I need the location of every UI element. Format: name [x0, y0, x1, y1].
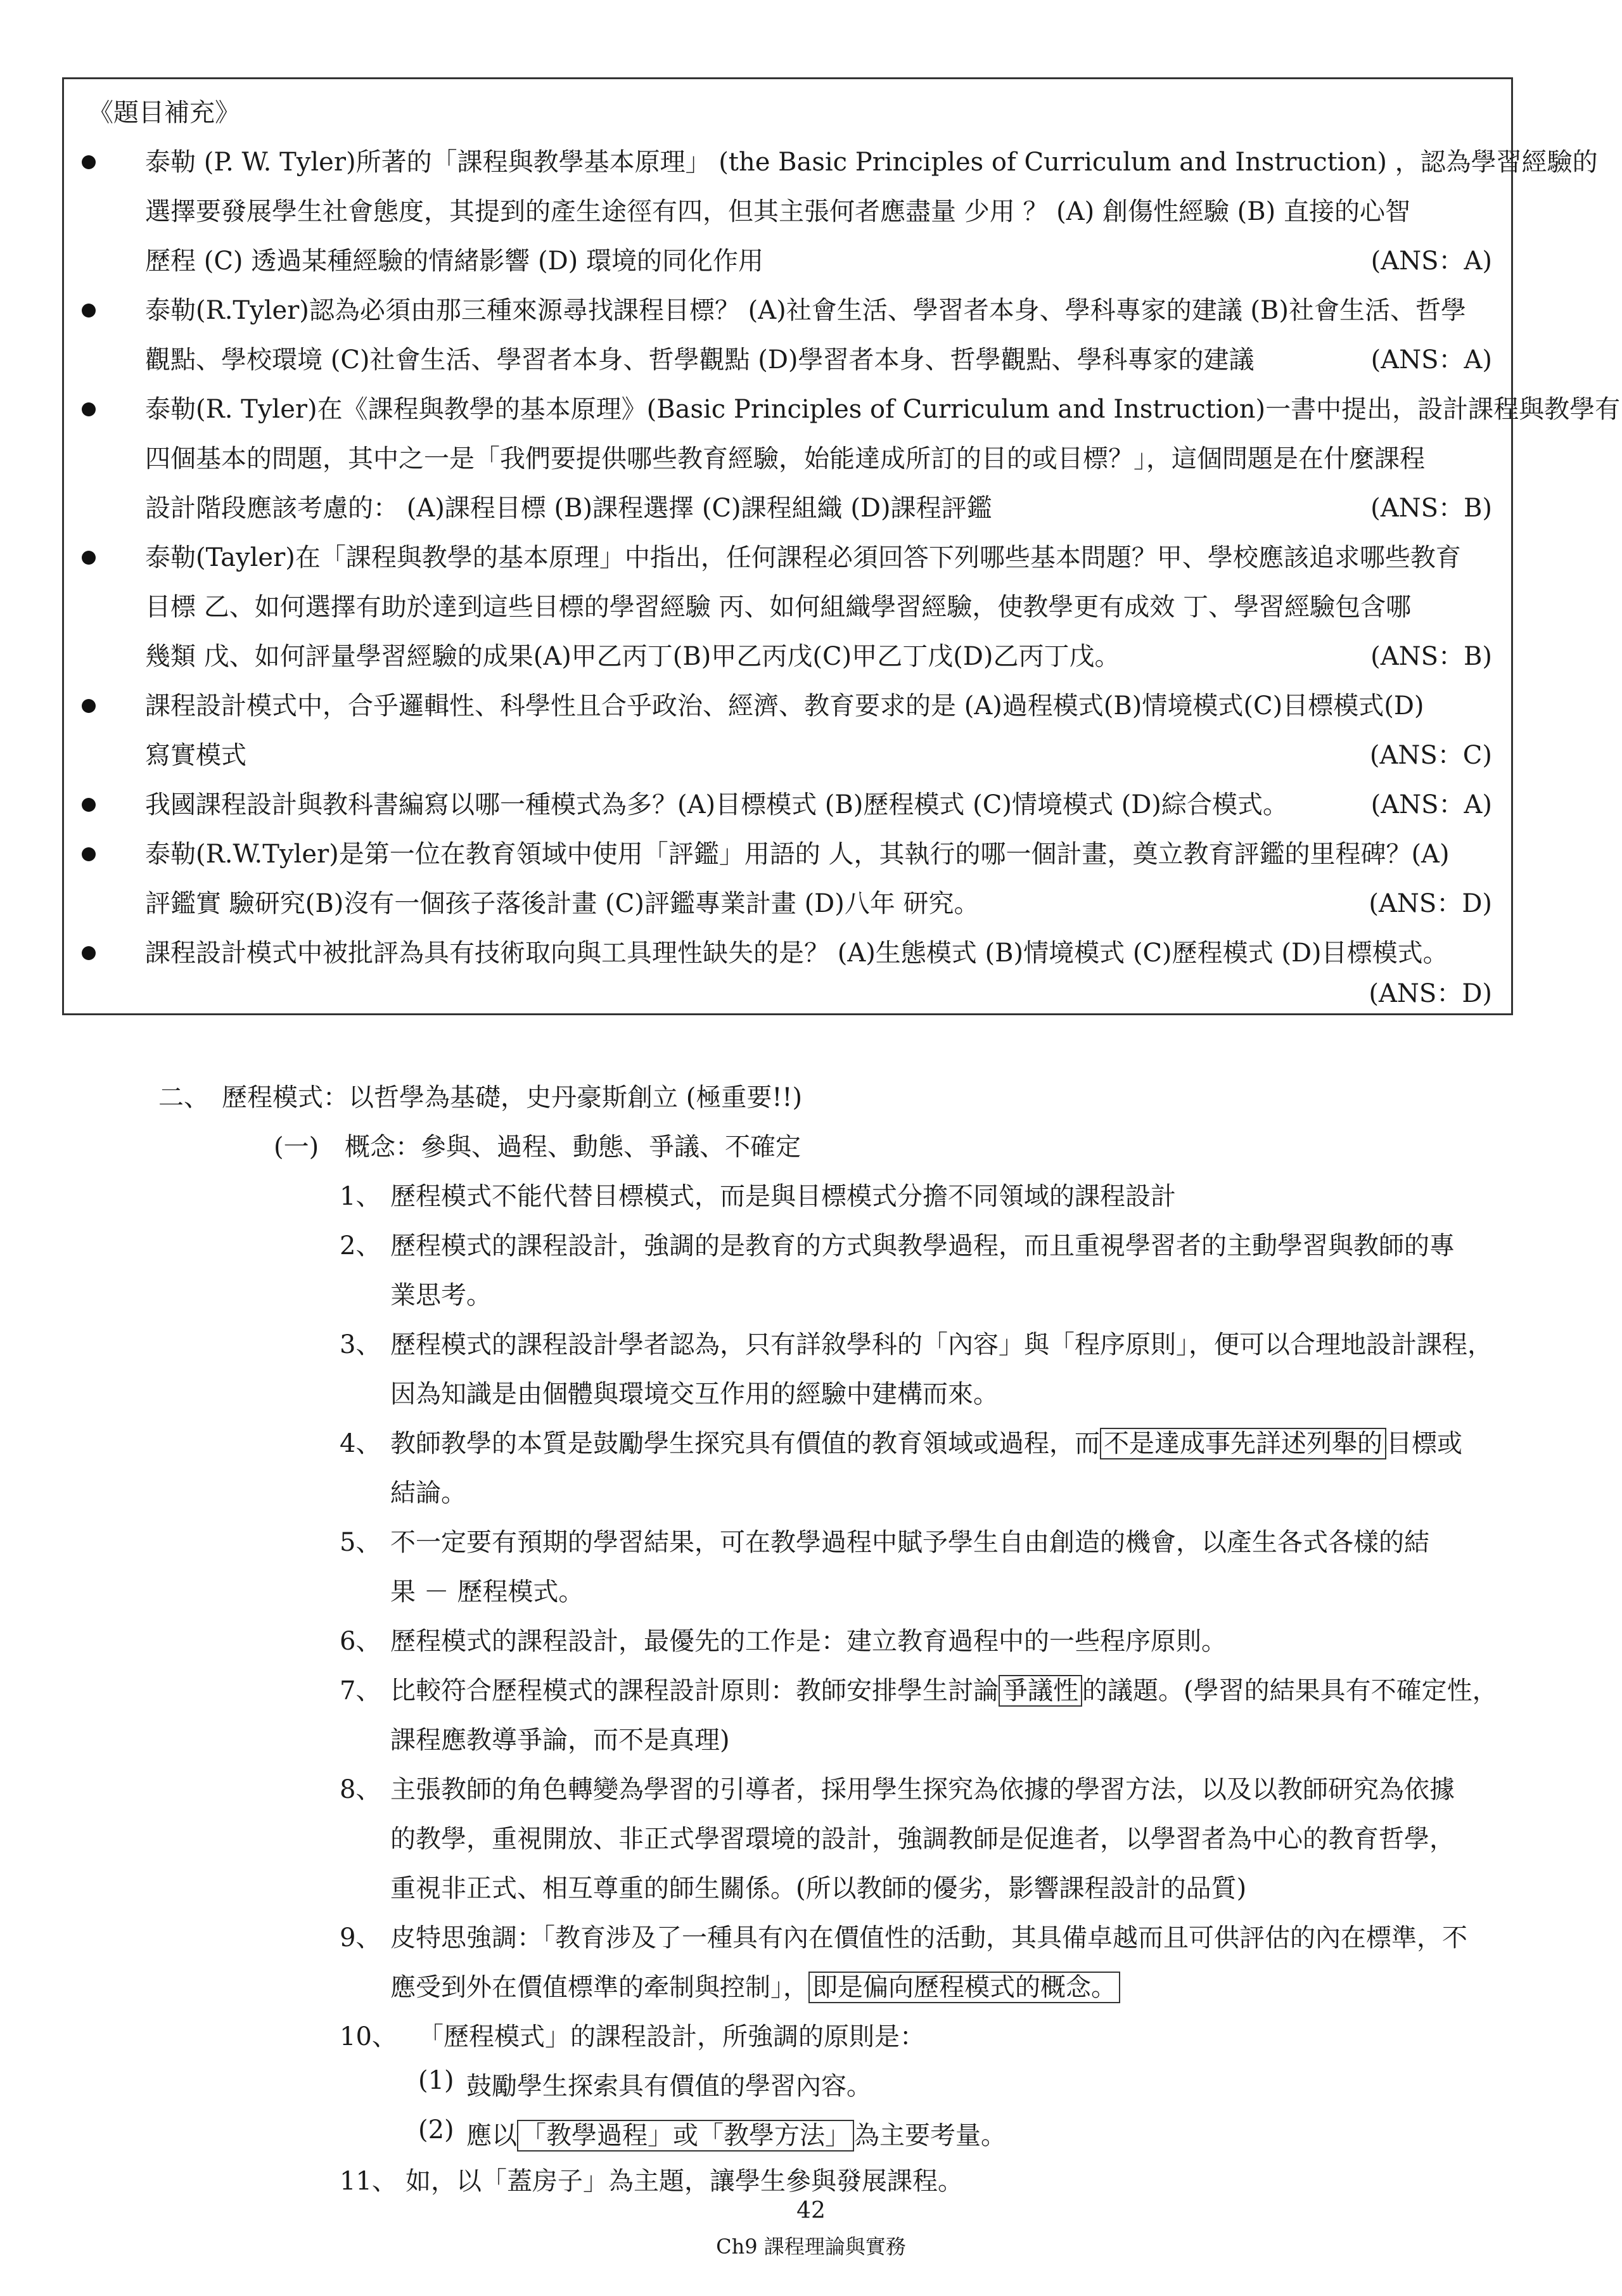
item-text: 「歷程模式」的課程設計，所強調的原則是：: [418, 2022, 925, 2051]
answer-label: (ANS：D): [1369, 979, 1492, 1008]
item-text: 課程應教導爭論，而不是真理): [390, 1726, 730, 1755]
section-number: 二、: [158, 1083, 209, 1112]
boxed-emphasis: 爭議性: [999, 1675, 1082, 1707]
bullet-icon: [82, 155, 96, 169]
question-line: 泰勒(R.Tyler)認為必須由那三種來源尋找課程目標？ (A)社會生活、學習者本身、學科專家的建議 (B)社會生活、哲學: [145, 296, 1467, 325]
item-text-part: 教師教學的本質是鼓勵學生探究具有價值的教育領域或過程，而: [390, 1429, 1100, 1458]
boxed-emphasis: 「教學過程」或「教學方法」: [517, 2120, 854, 2152]
bullet-icon: [82, 699, 96, 713]
item-text: 主張教師的角色轉變為學習的引導者，採用學生探究為依據的學習方法，以及以教師研究為依據: [390, 1775, 1455, 1804]
item-number: 8、: [340, 1775, 381, 1804]
sub-item-text: 鼓勵學生探索具有價值的學習內容。: [466, 2072, 872, 2101]
answer-label: (ANS：D): [1369, 889, 1492, 918]
item-text: [390, 1671, 1498, 1707]
item-number: 1、: [340, 1182, 381, 1211]
item-text: 重視非正式、相互尊重的師生關係。(所以教師的優劣，影響課程設計的品質): [390, 1874, 1247, 1903]
item-number: 4、: [340, 1429, 381, 1458]
subsection-heading: 概念：參與、過程、動態、爭議、不確定: [345, 1132, 801, 1162]
bullet-icon: [82, 402, 96, 416]
question-line: 泰勒(R.W.Tyler)是第一位在教育領域中使用「評鑑」用語的 人，其執行的哪一個計畫，奠立教育評鑑的里程碑？(A): [145, 840, 1450, 869]
item-text: 歷程模式的課程設計，最優先的工作是：建立教育過程中的一些程序原則。: [390, 1627, 1227, 1656]
item-number: 11、: [340, 2167, 397, 2196]
question-line: 泰勒(R. Tyler)在《課程與教學的基本原理》(Basic Principles of Curriculum and Instruction)一書中提出，設計課程與教學有: [145, 395, 1621, 424]
item-number: 6、: [340, 1627, 381, 1656]
section-heading: 歷程模式：以哲學為基礎，史丹豪斯創立 (極重要!!): [222, 1083, 803, 1112]
question-line: 評鑑實 驗研究(B)沒有一個孩子落後計畫 (C)評鑑專業計畫 (D)八年 研究。: [145, 889, 980, 918]
item-text: 不一定要有預期的學習結果，可在教學過程中賦予學生自由創造的機會，以產生各式各樣的結: [390, 1528, 1429, 1557]
boxed-emphasis: 不是達成事先詳述列舉的: [1100, 1428, 1386, 1459]
question-line: 設計階段應該考慮的： (A)課程目標 (B)課程選擇 (C)課程組織 (D)課程評鑑: [145, 494, 992, 523]
item-text: 果 － 歷程模式。: [390, 1577, 584, 1607]
item-text-part: 為主要考量。: [854, 2121, 1006, 2150]
item-text-part: 應受到外在價值標準的牽制與控制」，: [390, 1973, 808, 2002]
question-line: 泰勒(Tayler)在「課程與教學的基本原理」中指出，任何課程必須回答下列哪些基本問題？甲、學校應該追求哪些教育: [145, 543, 1461, 572]
answer-label: (ANS：C): [1369, 741, 1492, 770]
item-number: 7、: [340, 1676, 381, 1705]
question-line: 觀點、學校環境 (C)社會生活、學習者本身、哲學觀點 (D)學習者本身、哲學觀點、學科專家的建議: [145, 345, 1255, 375]
question-line: 幾類 戊、如何評量學習經驗的成果(A)甲乙丙丁(B)甲乙丙戊(C)甲乙丁戊(D)乙丙丁戊。: [145, 642, 1120, 671]
sub-item-number: (1): [418, 2066, 454, 2095]
item-text: 歷程模式的課程設計，強調的是教育的方式與教學過程，而且重視學習者的主動學習與教師的專: [390, 1231, 1455, 1260]
item-number: 5、: [340, 1528, 381, 1557]
question-line: 歷程 (C) 透過某種經驗的情緒影響 (D) 環境的同化作用: [145, 247, 763, 276]
answer-label: (ANS：B): [1370, 494, 1492, 523]
item-text: 皮特思強調：「教育涉及了一種具有內在價值性的活動，其具備卓越而且可供評估的內在標準，不: [390, 1923, 1467, 1953]
item-number: 3、: [340, 1330, 381, 1359]
chapter-footer: Ch9 課程理論與實務: [716, 2235, 906, 2259]
question-line: 泰勒 (P. W. Tyler)所著的「課程與教學基本原理」 (the Basic Principles of Curriculum and Instruction) ，認為學習經驗的: [145, 148, 1598, 177]
sub-item-number: (2): [418, 2115, 454, 2145]
item-number: 9、: [340, 1923, 381, 1953]
sub-item-text: [466, 2115, 1006, 2152]
bullet-icon: [82, 798, 96, 812]
question-line: 四個基本的問題，其中之一是「我們要提供哪些教育經驗，始能達成所訂的目的或目標？」，這個問題是在什麼課程: [145, 444, 1425, 473]
item-text: [390, 1423, 1462, 1459]
bullet-icon: [82, 946, 96, 960]
question-line: 寫實模式: [145, 741, 246, 770]
item-text: 的教學，重視開放、非正式學習環境的設計，強調教師是促進者，以學習者為中心的教育哲學，: [390, 1825, 1455, 1854]
item-number: 2、: [340, 1231, 381, 1260]
answer-label: (ANS：A): [1370, 345, 1492, 375]
question-line: 目標 乙、如何選擇有助於達到這些目標的學習經驗 丙、如何組織學習經驗，使教學更有成效 丁、學習經驗包含哪: [145, 593, 1412, 622]
answer-label: (ANS：A): [1370, 790, 1492, 819]
item-text: 因為知識是由個體與環境交互作用的經驗中建構而來。: [390, 1380, 999, 1409]
item-text-part: 應以: [466, 2121, 517, 2150]
question-line: 課程設計模式中被批評為具有技術取向與工具理性缺失的是？ (A)生態模式 (B)情境模式 (C)歷程模式 (D)目標模式。: [145, 939, 1448, 968]
item-text-part: 比較符合歷程模式的課程設計原則：教師安排學生討論: [390, 1676, 999, 1705]
item-text: 業思考。: [390, 1281, 492, 1310]
bullet-icon: [82, 304, 96, 317]
item-text: 結論。: [390, 1478, 466, 1508]
item-text-part: 目標或: [1386, 1429, 1462, 1458]
question-line: 我國課程設計與教科書編寫以哪一種模式為多？(A)目標模式 (B)歷程模式 (C)情境模式 (D)綜合模式。: [145, 790, 1288, 819]
answer-label: (ANS：A): [1370, 247, 1492, 276]
page-number: 42: [796, 2198, 826, 2224]
bullet-icon: [82, 847, 96, 861]
bullet-icon: [82, 551, 96, 565]
answer-label: (ANS：B): [1370, 642, 1492, 671]
boxed-emphasis: 即是偏向歷程模式的概念。: [808, 1972, 1120, 2003]
subsection-number: (一): [274, 1132, 319, 1162]
item-text: 歷程模式不能代替目標模式，而是與目標模式分擔不同領域的課程設計: [390, 1182, 1176, 1211]
question-line: 課程設計模式中，合乎邏輯性、科學性且合乎政治、經濟、教育要求的是 (A)過程模式(B)情境模式(C)目標模式(D): [145, 691, 1424, 721]
item-text: [390, 1967, 1120, 2003]
item-text: 歷程模式的課程設計學者認為，只有詳敘學科的「內容」與「程序原則」，便可以合理地設計課程，: [390, 1330, 1493, 1359]
supplement-box: [62, 77, 1621, 1015]
item-text-part: 的議題。(學習的結果具有不確定性，: [1082, 1676, 1498, 1705]
supplement-title: 《題目補充》: [88, 98, 240, 127]
item-text: 如，以「蓋房子」為主題，讓學生參與發展課程。: [406, 2167, 963, 2196]
question-line: 選擇要發展學生社會態度，其提到的產生途徑有四，但其主張何者應盡量 少用 ？ (A) 創傷性經驗 (B) 直接的心智: [145, 197, 1410, 226]
item-number: 10、: [340, 2022, 397, 2051]
